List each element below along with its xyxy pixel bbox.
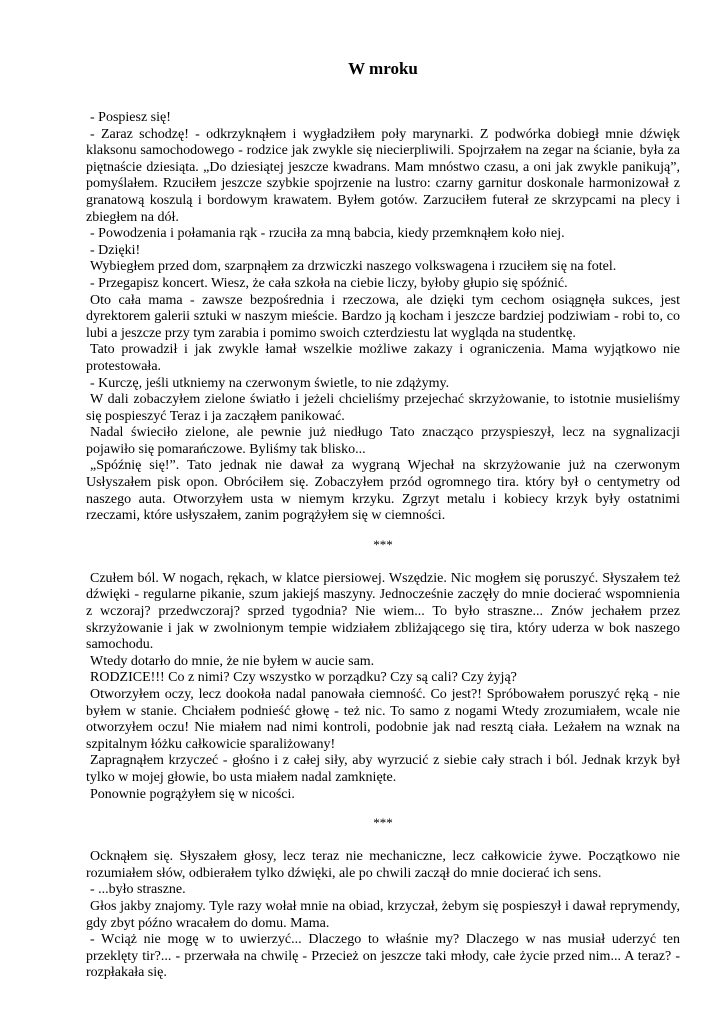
paragraph: Wtedy dotarło do mnie, że nie byłem w aucie sam.	[90, 653, 375, 669]
document-title: W mroku	[348, 59, 418, 78]
section-3	[86, 849, 680, 982]
document-page	[86, 58, 680, 982]
paragraph: Zapragnąłem krzyczeć - głośno i z całej siły, aby wyrzucić z siebie cały strach i ból. Jednak krzyk był tylko w mojej głowie, bo usta miałem nadal zamknięte.	[86, 753, 680, 785]
paragraph: - Przegapisz koncert. Wiesz, że cała szkoła na ciebie liczy, byłoby głupio się spóźnić.	[90, 275, 568, 291]
section-2	[86, 571, 680, 803]
paragraph: - ...było straszne.	[90, 882, 186, 898]
paragraph: Nadal świeciło zielone, ale pewnie już niedługo Tato znacząco przyspieszył, lecz na sygnalizacji pojawiło się pomarańczowe. Byliśmy tak blisko...	[86, 425, 680, 457]
paragraph: - Powodzenia i połamania rąk - rzuciła za mną babcia, kiedy przemknąłem koło niej.	[90, 226, 565, 242]
paragraph: - Wciąż nie mogę w to uwierzyć... Dlaczego to właśnie my? Dlaczego w nas musiał uderzyć ten przeklęty tir?... - przerwała na chwilę - Przecież on jeszcze taki młody, całe życie przed nim... A teraz? - rozpłakała się.	[86, 932, 680, 981]
paragraph: RODZICE!!! Co z nimi? Czy wszystko w porządku? Czy są cali? Czy żyją?	[90, 670, 517, 686]
paragraph: Głos jakby znajomy. Tyle razy wołał mnie na obiad, krzyczał, żebym się pospieszył i dawał reprymendy, gdy zbyt późno wracałem do domu. Mama.	[86, 898, 680, 931]
section-1	[86, 110, 680, 525]
paragraph: Wybiegłem przed dom, szarpnąłem za drzwiczki naszego volkswagena i rzuciłem się na fotel.	[90, 259, 617, 275]
paragraph: Tato prowadził i jak zwykle łamał wszelkie możliwe zakazy i ograniczenia. Mama wyjątkowo nie protestowała.	[86, 342, 680, 374]
paragraph: - Kurczę, jeśli utkniemy na czerwonym świetle, to nie zdążymy.	[90, 375, 450, 391]
paragraph: - Pospiesz się!	[90, 110, 171, 125]
paragraph: - Zaraz schodzę! - odkrzyknąłem i wygładziłem poły marynarki. Z podwórka dobiegł mnie dźwięk klaksonu samochodowego - rodzice jak zwykle się niecierpliwili. Spojrzałem na zegar na ścianie, była za piętnaście dziesiąta. „Do dziesiątej jeszcze kwadrans. Mam mnóstwo czasu, a oni jak zwykle panikują”, pomyślałem. Rzuciłem jeszcze szybkie spojrzenie na lustro: czarny garnitur doskonale harmonizował z granatową koszulą i bordowym krawatem. Byłem gotów. Zarzuciłem futerał ze skrzypcami na plecy i zbiegłem na dół.	[86, 126, 680, 225]
paragraph: Otworzyłem oczy, lecz dookoła nadal panowała ciemność. Co jest?! Spróbowałem poruszyć ręką - nie byłem w stanie. Chciałem podnieść głowę - też nic. To samo z nogami Wtedy zrozumiałem, wcale nie otworzyłem oczu! Nie miałem nad nimi kontroli, podobnie jak nad resztą ciała. Leżałem na wznak na szpitalnym łóżku całkowicie sparaliżowany!	[86, 687, 680, 752]
paragraph: W dali zobaczyłem zielone światło i jeżeli chcieliśmy przejechać skrzyżowanie, to istotnie musieliśmy się pospieszyć Teraz i ja zacząłem panikować.	[86, 392, 680, 424]
paragraph: Czułem ból. W nogach, rękach, w klatce piersiowej. Wszędzie. Nic mogłem się poruszyć. Słyszałem też dźwięki - regularne pikanie, szum jakiejś maszyny. Jednocześnie zaczęły do mnie docierać wspomnienia z wczoraj? przedwczoraj? sprzed tygodnia? Nie wiem... To było straszne... Znów jechałem przez skrzyżowanie i jak w zwolnionym tempie widziałem zbliżającego się tira, który uderza w bok naszego samochodu.	[86, 570, 680, 653]
paragraph: Oto cała mama - zawsze bezpośrednia i rzeczowa, ale dzięki tym cechom osiągnęła sukces, jest dyrektorem galerii sztuki w naszym mieście. Bardzo ją kocham i jeszcze bardziej podziwiam - robi to, co lubi a jeszcze przy tym zarabia i pomimo swoich czterdziestu lat wygląda na studentkę.	[86, 292, 680, 341]
paragraph: „Spóźnię się!”. Tato jednak nie dawał za wygraną Wjechał na skrzyżowanie już na czerwonym Usłyszałem pisk opon. Obróciłem się. Zobaczyłem przód ogromnego tira. który był o centymetry od naszego auta. Otworzyłem usta w niemym krzyku. Zgrzyt metalu i kobiecy krzyk były ostatnimi rzeczami, które usłyszałem, zanim pogrążyłem się w ciemności.	[86, 458, 680, 524]
paragraph: - Dzięki!	[90, 242, 141, 258]
section-separator: ***	[373, 815, 393, 831]
paragraph: Ponownie pogrążyłem się w nicości.	[90, 786, 295, 802]
section-separator: ***	[373, 536, 393, 552]
paragraph: Ocknąłem się. Słyszałem głosy, lecz teraz nie mechaniczne, lecz całkowicie żywe. Początkowo nie rozumiałem słów, odbierałem tylko dźwięki, ale po chwili zaczął do mnie docierać ich sens.	[86, 849, 680, 881]
